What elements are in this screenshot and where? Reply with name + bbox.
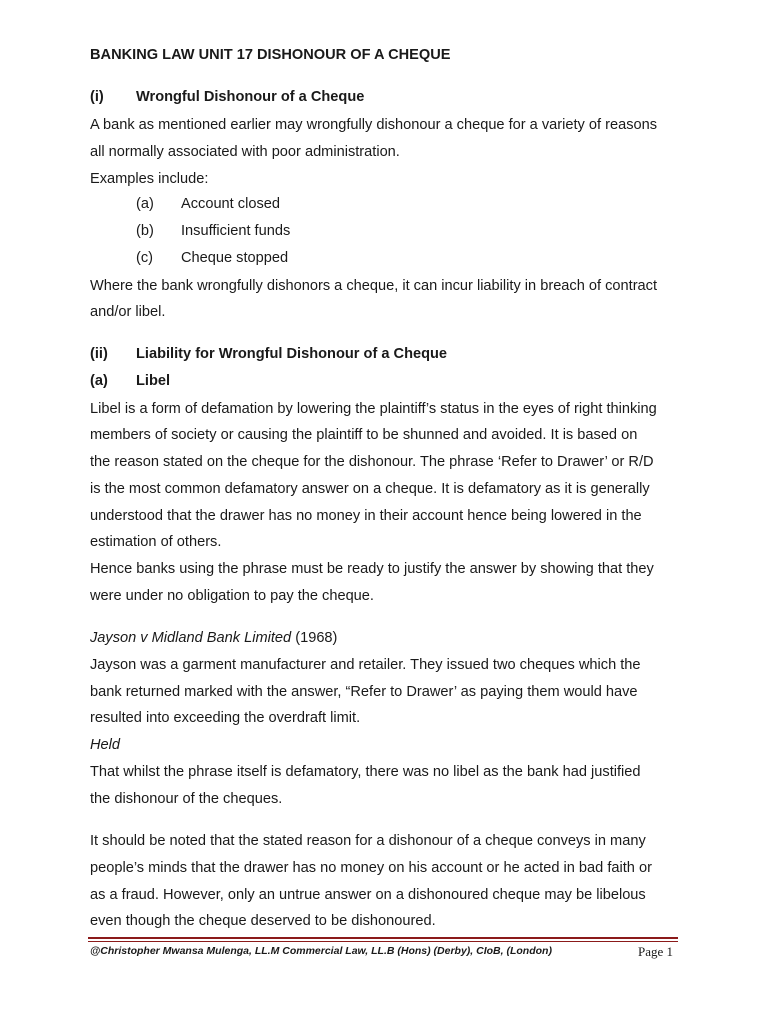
case-name: Jayson v Midland Bank Limited — [90, 630, 292, 646]
list-item — [0, 250, 768, 268]
section-i-title: Wrongful Dishonour of a Cheque — [136, 89, 365, 105]
section-ii-heading — [0, 346, 768, 364]
case-year: (1968) — [291, 630, 338, 646]
paragraph-line: bank returned marked with the answer, “Refer to Drawer’ as paying them would have — [90, 684, 638, 700]
held-label: Held — [90, 737, 121, 753]
paragraph-line: were under no obligation to pay the cheque. — [90, 588, 374, 604]
list-item-number: (c) — [136, 250, 154, 266]
paragraph-line: understood that the drawer has no money in their account hence being lowered in the — [90, 508, 642, 524]
list-item-number: (b) — [136, 223, 154, 239]
paragraph-line: as a fraud. However, only an untrue answer on a dishonoured cheque may be libelous — [90, 887, 646, 903]
document-title: BANKING LAW UNIT 17 DISHONOUR OF A CHEQUE — [90, 47, 451, 63]
paragraph-line: people’s minds that the drawer has no money on his account or he acted in bad faith or — [90, 860, 652, 876]
subsection-title: Libel — [136, 373, 171, 389]
paragraph-line: resulted into exceeding the overdraft limit. — [90, 710, 361, 726]
paragraph-line: the reason stated on the cheque for the dishonour. The phrase ‘Refer to Drawer’ or R/D — [90, 454, 654, 470]
list-item-number: (a) — [136, 196, 154, 212]
subsection-number: (a) — [90, 373, 108, 389]
footer-rule — [88, 937, 678, 939]
paragraph-line: Libel is a form of defamation by lowering the plaintiff’s status in the eyes of right thinking — [90, 401, 657, 417]
list-item-text: Insufficient funds — [181, 223, 291, 239]
list-item-text: Cheque stopped — [181, 250, 289, 266]
paragraph-line: and/or libel. — [90, 304, 166, 320]
page-number: Page 1 — [638, 944, 674, 959]
paragraph-line: A bank as mentioned earlier may wrongfully dishonour a cheque for a variety of reasons — [90, 117, 658, 133]
paragraph-line: That whilst the phrase itself is defamatory, there was no libel as the bank had justified — [90, 764, 641, 780]
list-item-text: Account closed — [181, 196, 280, 212]
list-item — [0, 223, 768, 241]
paragraph-line: the dishonour of the cheques. — [90, 791, 283, 807]
paragraph-line: It should be noted that the stated reason for a dishonour of a cheque conveys in many — [90, 833, 646, 849]
section-i-number: (i) — [90, 89, 104, 105]
paragraph-line: even though the cheque deserved to be dishonoured. — [90, 913, 436, 929]
paragraph-line: estimation of others. — [90, 534, 222, 550]
list-item — [0, 196, 768, 214]
footer-rule-thin — [88, 941, 678, 942]
paragraph-line: is the most common defamatory answer on a cheque. It is defamatory as it is generally — [90, 481, 650, 497]
case-citation — [90, 629, 337, 647]
section-i-heading — [0, 89, 768, 107]
section-ii-title: Liability for Wrongful Dishonour of a Cheque — [136, 346, 448, 362]
paragraph-line: Hence banks using the phrase must be ready to justify the answer by showing that they — [90, 561, 654, 577]
examples-intro: Examples include: — [90, 171, 209, 187]
paragraph-line: all normally associated with poor administration. — [90, 144, 400, 160]
paragraph-line: Jayson was a garment manufacturer and retailer. They issued two cheques which the — [90, 657, 641, 673]
section-ii-number: (ii) — [90, 346, 108, 362]
paragraph-line: Where the bank wrongfully dishonors a cheque, it can incur liability in breach of contract — [90, 278, 658, 294]
subsection-libel-heading — [0, 373, 768, 391]
footer-author: @Christopher Mwansa Mulenga, LL.M Commercial Law, LL.B (Hons) (Derby), CIoB, (London) — [90, 945, 552, 957]
paragraph-line: members of society or causing the plaintiff to be shunned and avoided. It is based on — [90, 427, 638, 443]
